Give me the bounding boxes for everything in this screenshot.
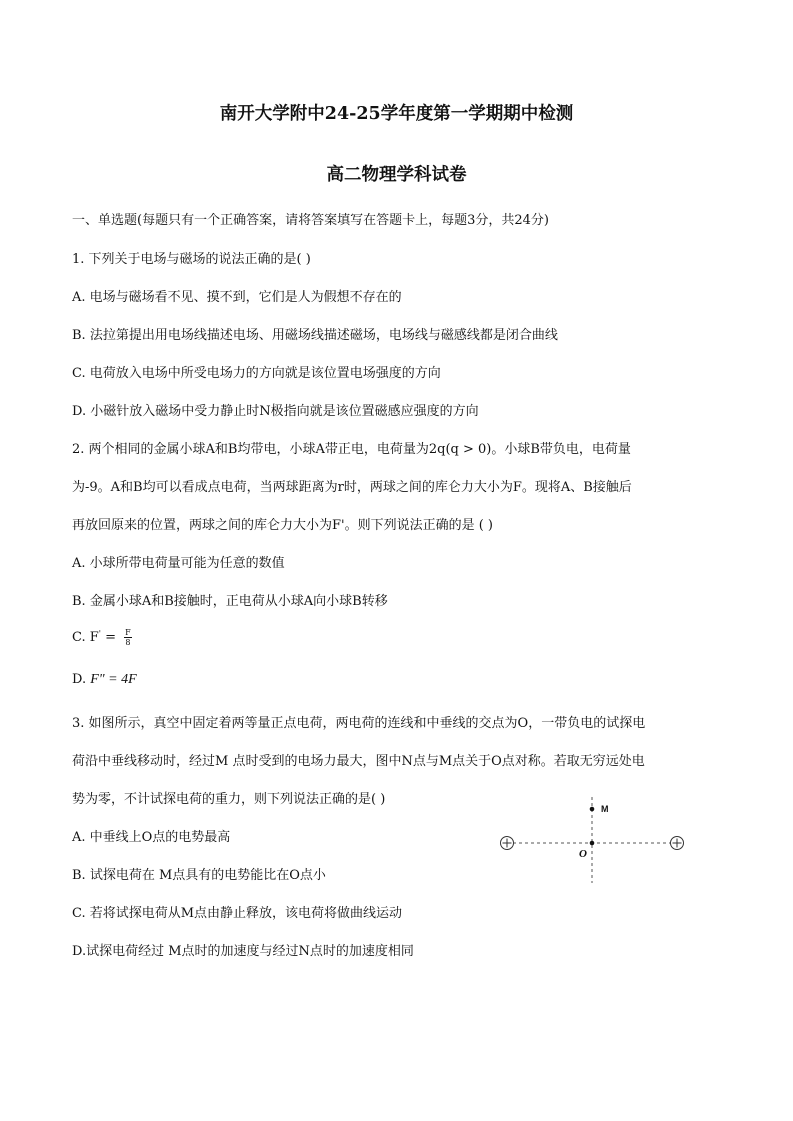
question-2-option-c [72,628,132,647]
question-1-option-b: B. 法拉第提出用电场线描述电场、用磁场线描述磁场，电场线与磁感线都是闭合曲线 [72,328,558,343]
positive-charge-left-icon [501,837,514,850]
question-2-option-d [72,672,137,688]
option-d-prefix: D. [72,672,91,687]
point-o-dot [590,841,595,846]
question-3-stem-line-1: 3. 如图所示，真空中固定着两等量正点电荷，两电荷的连线和中垂线的交点为O，一带负电的试探电 [72,716,646,731]
question-3-option-c: C. 若将试探电荷从M点由静止释放，该电荷将做曲线运动 [72,906,403,921]
question-1-option-c: C. 电荷放入电场中所受电场力的方向就是该位置电场强度的方向 [72,366,441,381]
option-d-formula: F" = 4F [90,672,137,687]
fraction [124,628,132,647]
point-m-label: M [601,804,609,814]
page-title: 南开大学附中24-25学年度第一学期期中检测 [219,104,574,124]
fraction-denominator: 8 [125,638,131,647]
question-1-option-d: D. 小磁针放入磁场中受力静止时N极指向就是该位置磁感应强度的方向 [72,404,479,419]
option-c-prefix: C. F [72,630,99,645]
question-2-stem-line-3: 再放回原来的位置，两球之间的库仑力大小为F'。则下列说法正确的是 ( ) [72,518,494,533]
question-1-option-a: A. 电场与磁场看不见、摸不到，它们是人为假想不存在的 [72,290,402,305]
question-1-stem: 1. 下列关于电场与磁场的说法正确的是( ) [72,252,311,267]
question-2-stem-line-2: 为-9。A和B均可以看成点电荷，当两球距离为r时，两球之间的库仑力大小为F。现将A、B接触后 [72,480,632,495]
prime-mark: ' [98,629,101,638]
fraction-numerator: F [125,628,131,637]
question-2-option-a: A. 小球所带电荷量可能为任意的数值 [72,556,285,571]
section-heading: 一、单选题(每题只有一个正确答案，请将答案填写在答题卡上，每题3分，共24分) [72,213,549,228]
question-3-stem-line-3: 势为零，不计试探电荷的重力，则下列说法正确的是( ) [72,792,386,807]
question-3-option-b: B. 试探电荷在 M点具有的电势能比在O点小 [72,868,326,883]
question-3-option-d: D.试探电荷经过 M点时的加速度与经过N点时的加速度相同 [72,944,414,959]
positive-charge-right-icon [671,837,684,850]
equals-sign: = [100,630,121,645]
question-2-option-b: B. 金属小球A和B接触时，正电荷从小球A向小球B转移 [72,594,388,609]
question-3-stem-line-2: 荷沿中垂线移动时，经过M 点时受到的电场力最大，图中N点与M点关于O点对称。若取无穷远处电 [72,754,645,769]
question-3-option-a: A. 中垂线上O点的电势最高 [72,830,231,845]
charge-diagram [495,795,690,890]
question-2-stem-line-1: 2. 两个相同的金属小球A和B均带电，小球A带正电，电荷量为2q(q > 0)。小球B带负电，电荷量 [72,442,631,457]
point-m-dot [590,807,595,812]
point-o-label: O [579,848,587,860]
page-subtitle: 高二物理学科试卷 [326,165,467,185]
